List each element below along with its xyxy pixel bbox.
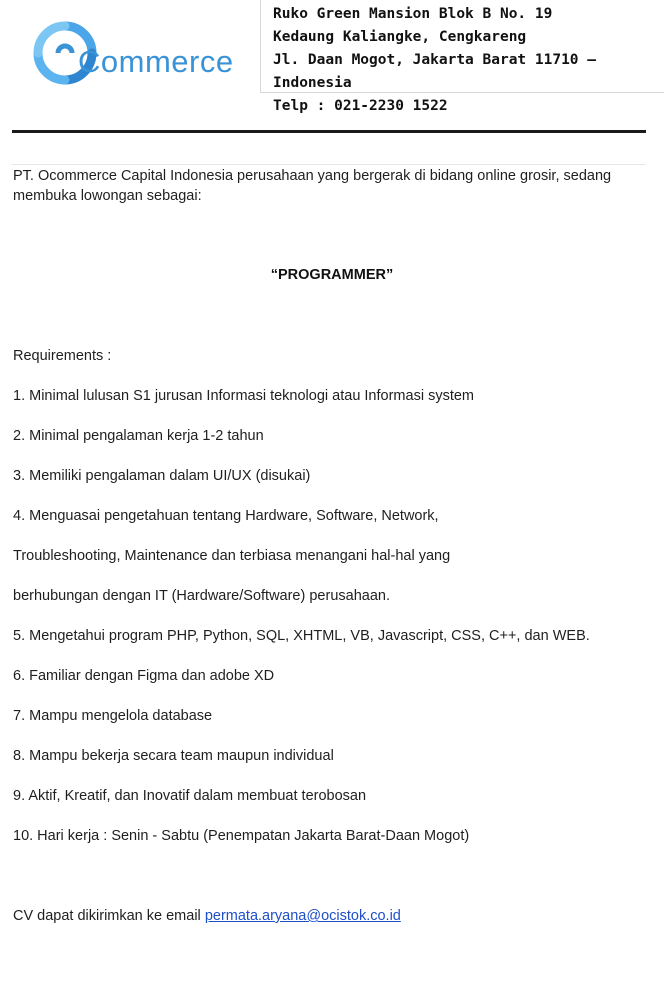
requirement-item: 2. Minimal pengalaman kerja 1-2 tahun bbox=[13, 428, 264, 444]
requirement-item: 8. Mampu bekerja secara team maupun individual bbox=[13, 748, 334, 764]
requirement-item: 4. Menguasai pengetahuan tentang Hardware, Software, Network, bbox=[13, 508, 439, 524]
requirement-item: 1. Minimal lulusan S1 jurusan Informasi teknologi atau Informasi system bbox=[13, 388, 474, 404]
header-divider bbox=[12, 130, 646, 133]
requirement-item: 5. Mengetahui program PHP, Python, SQL, XHTML, VB, Javascript, CSS, C++, dan WEB. bbox=[13, 628, 590, 644]
logo-wordmark: Commerce bbox=[78, 44, 234, 79]
intro-line-2: membuka lowongan sebagai: bbox=[13, 188, 202, 204]
requirement-item: 9. Aktif, Kreatif, dan Inovatif dalam membuat terobosan bbox=[13, 788, 367, 804]
requirement-item-continued: Troubleshooting, Maintenance dan terbiasa menangani hal-hal yang bbox=[13, 548, 451, 564]
requirements-label: Requirements : bbox=[13, 348, 112, 364]
company-logo bbox=[30, 18, 250, 88]
address-line-3: Jl. Daan Mogot, Jakarta Barat 11710 – bbox=[273, 52, 597, 68]
header-subdivider bbox=[12, 164, 646, 165]
email-link[interactable]: permata.aryana@ocistok.co.id bbox=[204, 908, 401, 924]
letterhead bbox=[0, 0, 664, 135]
intro-line-1: PT. Ocommerce Capital Indonesia perusahaan yang bergerak di bidang online grosir, sedang bbox=[13, 168, 612, 184]
cv-instruction bbox=[13, 908, 401, 924]
requirement-item: 7. Mampu mengelola database bbox=[13, 708, 213, 724]
address-line-4: Indonesia bbox=[273, 75, 352, 91]
job-title: “PROGRAMMER” bbox=[270, 267, 394, 283]
address-line-1: Ruko Green Mansion Blok B No. 19 bbox=[273, 6, 553, 22]
cv-text: CV dapat dikirimkan ke email bbox=[13, 908, 205, 924]
requirement-item: 3. Memiliki pengalaman dalam UI/UX (disukai) bbox=[13, 468, 311, 484]
requirement-item-continued: berhubungan dengan IT (Hardware/Software) perusahaan. bbox=[13, 588, 390, 604]
requirement-item: 10. Hari kerja : Senin - Sabtu (Penempatan Jakarta Barat-Daan Mogot) bbox=[13, 828, 470, 844]
phone-line: Telp : 021-2230 1522 bbox=[273, 98, 448, 114]
address-line-2: Kedaung Kaliangke, Cengkareng bbox=[273, 29, 527, 45]
requirement-item: 6. Familiar dengan Figma dan adobe XD bbox=[13, 668, 275, 684]
